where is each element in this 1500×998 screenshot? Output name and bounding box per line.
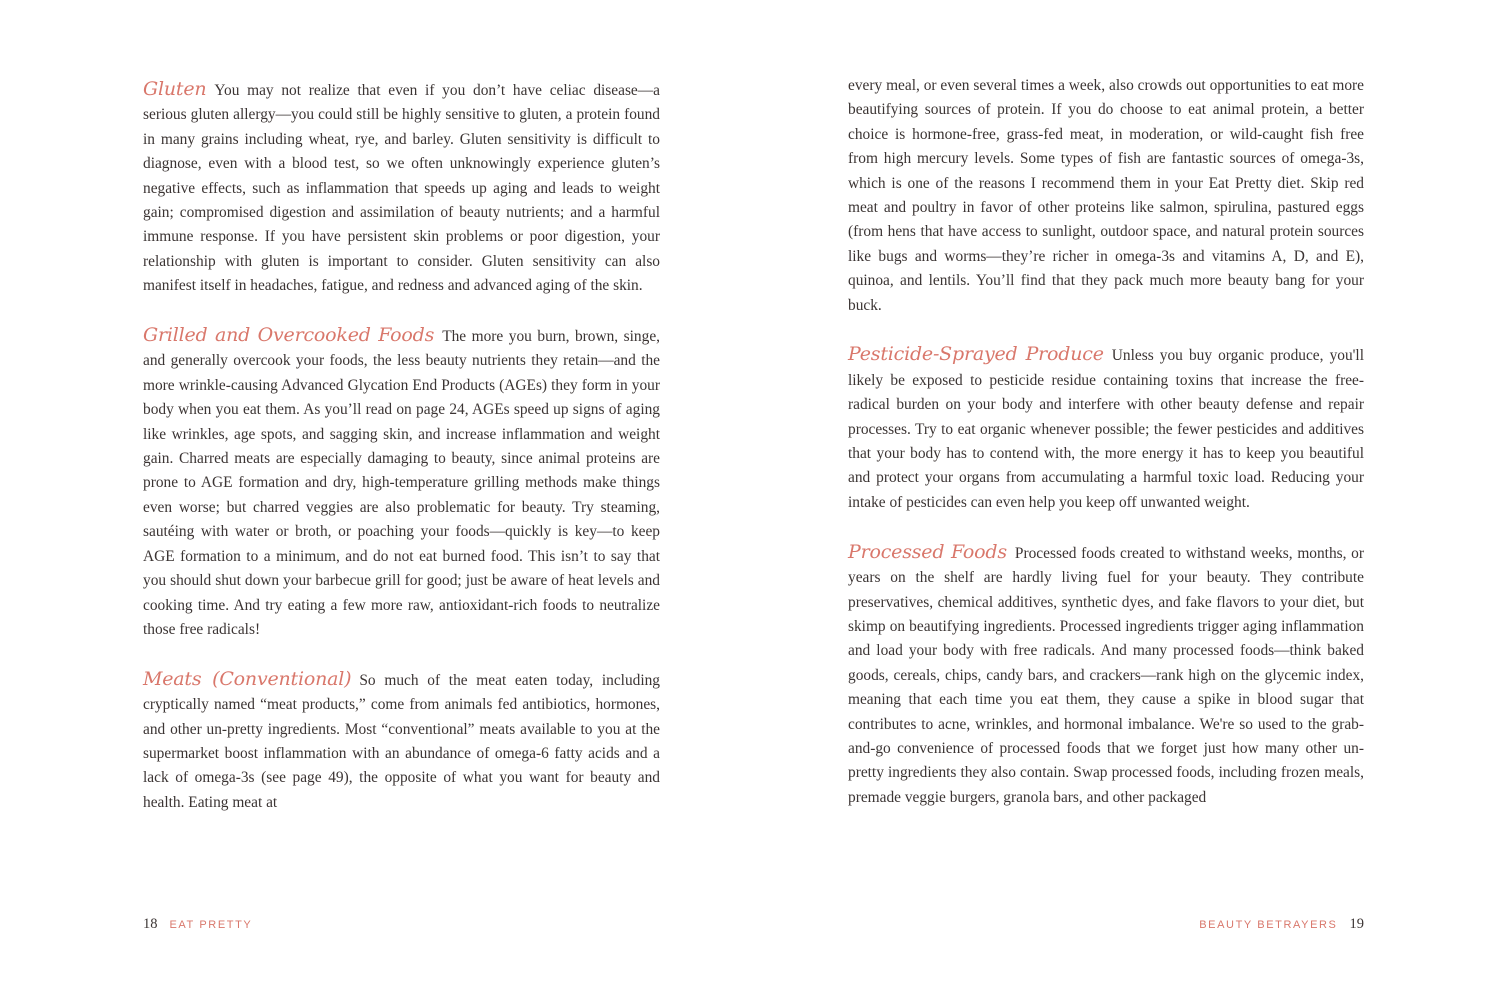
section-meats bbox=[143, 667, 660, 815]
section-paragraph bbox=[143, 77, 660, 299]
section-paragraph bbox=[143, 323, 660, 642]
section-paragraph bbox=[848, 342, 1364, 515]
left-column bbox=[143, 77, 660, 840]
page-number: 18 bbox=[143, 916, 158, 932]
section-gluten bbox=[143, 77, 660, 299]
section-processed-foods bbox=[848, 540, 1364, 810]
right-column bbox=[848, 74, 1364, 835]
section-heading: Pesticide-Sprayed Produce bbox=[848, 343, 1104, 366]
section-pesticide-produce bbox=[848, 342, 1364, 515]
right-page bbox=[750, 0, 1500, 998]
section-heading: Grilled and Overcooked Foods bbox=[143, 324, 435, 347]
section-heading: Processed Foods bbox=[848, 540, 1007, 563]
continuation-paragraph: every meal, or even several times a week, also crowds out opportunities to eat more beautifying sources of protein. If you do choose to eat animal protein, a better choice is hormone-free, grass-fed meat, in moderation, or wild-caught fish free from high mercury levels. Some types of fish are fantastic sources of omega-3s, which is one of the reasons I recommend them in your Eat Pretty diet. Skip red meat and poultry in favor of other proteins like salmon, spirulina, pastured eggs (from hens that have access to sunlight, outdoor space, and natural protein sources like bugs and worms—they’re richer in omega-3s and vitamins A, D, and E), quinoa, and lentils. You’ll find that they pack much more beauty bang for your buck. bbox=[848, 77, 1364, 314]
section-paragraph bbox=[143, 667, 660, 815]
page-number: 19 bbox=[1349, 916, 1364, 932]
section-body: Processed foods created to withstand weeks, months, or years on the shelf are hardly living fuel for your beauty. They contribute preservatives, chemical additives, synthetic dyes, and fake flavors to your diet, but skimp on beautifying ingredients. Processed ingredients trigger aging inflammation and load your body with free radicals. And many processed foods—think baked goods, cereals, chips, candy bars, and crackers—rank high on the glycemic index, meaning that each time you eat them, they cause a spike in blood sugar that contributes to acne, wrinkles, and hormonal imbalance. We're so used to the grab-and-go convenience of processed foods that we forget just how many other un-pretty ingredients they also contain. Swap processed foods, including frozen meals, premade veggie burgers, granola bars, and other packaged bbox=[848, 544, 1364, 806]
section-body: You may not realize that even if you don’t have celiac disease—a serious gluten allergy—you could still be highly sensitive to gluten, a protein found in many grains including wheat, rye, and barley. Gluten sensitivity is difficult to diagnose, even with a blood test, so we often unknowingly experience gluten’s negative effects, such as inflammation that speeds up aging and leads to weight gain; compromised digestion and assimilation of beauty nutrients; and a harmful immune response. If you have persistent skin problems or poor digestion, your relationship with gluten is important to consider. Gluten sensitivity can also manifest itself in headaches, fatigue, and redness and advanced aging of the skin. bbox=[143, 82, 660, 295]
right-footer bbox=[1199, 914, 1364, 935]
running-head: EAT PRETTY bbox=[169, 919, 253, 931]
section-heading: Meats (Conventional) bbox=[143, 667, 352, 690]
section-body: So much of the meat eaten today, including cryptically named “meat products,” come from animals fed antibiotics, hormones, and other un-pretty ingredients. Most “conventional” meats available to you at the supermarket boost inflammation with an abundance of omega-6 fatty acids and a lack of omega-3s (see page 49), the opposite of what you want for beauty and health. Eating meat at bbox=[143, 671, 661, 811]
section-body: The more you burn, brown, singe, and generally overcook your foods, the less beauty nutrients they retain—and the more wrinkle-causing Advanced Glycation End Products (AGEs) they form in your body when you eat them. As you’ll read on page 24, AGEs speed up signs of aging like wrinkles, age spots, and sagging skin, and increase inflammation and weight gain. Charred meats are especially damaging to beauty, since animal proteins are prone to AGE formation and dry, high-temperature grilling methods make things even worse; but charred veggies are also problematic for beauty. Try steaming, sautéing with water or broth, or poaching your foods—quickly is key—to keep AGE formation to a minimum, and do not eat burned food. This isn’t to say that you should shut down your barbecue grill for good; just be aware of heat levels and cooking time. And try eating a few more raw, antioxidant-rich foods to neutralize those free radicals! bbox=[143, 328, 660, 638]
section-grilled-foods bbox=[143, 323, 660, 642]
running-head: BEAUTY BETRAYERS bbox=[1199, 919, 1338, 931]
section-body: Unless you buy organic produce, you'll likely be exposed to pesticide residue containing toxins that increase the free-radical burden on your body and interfere with other beauty defense and repair processes. Try to eat organic whenever possible; the fewer pesticides and additives that your body has to contend with, the more energy it has to keep you beautiful and protect your organs from accumulating a harmful toxic load. Reducing your intake of pesticides can even help you keep off unwanted weight. bbox=[848, 347, 1364, 511]
section-heading: Gluten bbox=[143, 78, 207, 100]
section-paragraph bbox=[848, 540, 1364, 810]
section-continuation bbox=[848, 74, 1364, 318]
left-footer bbox=[143, 914, 252, 935]
